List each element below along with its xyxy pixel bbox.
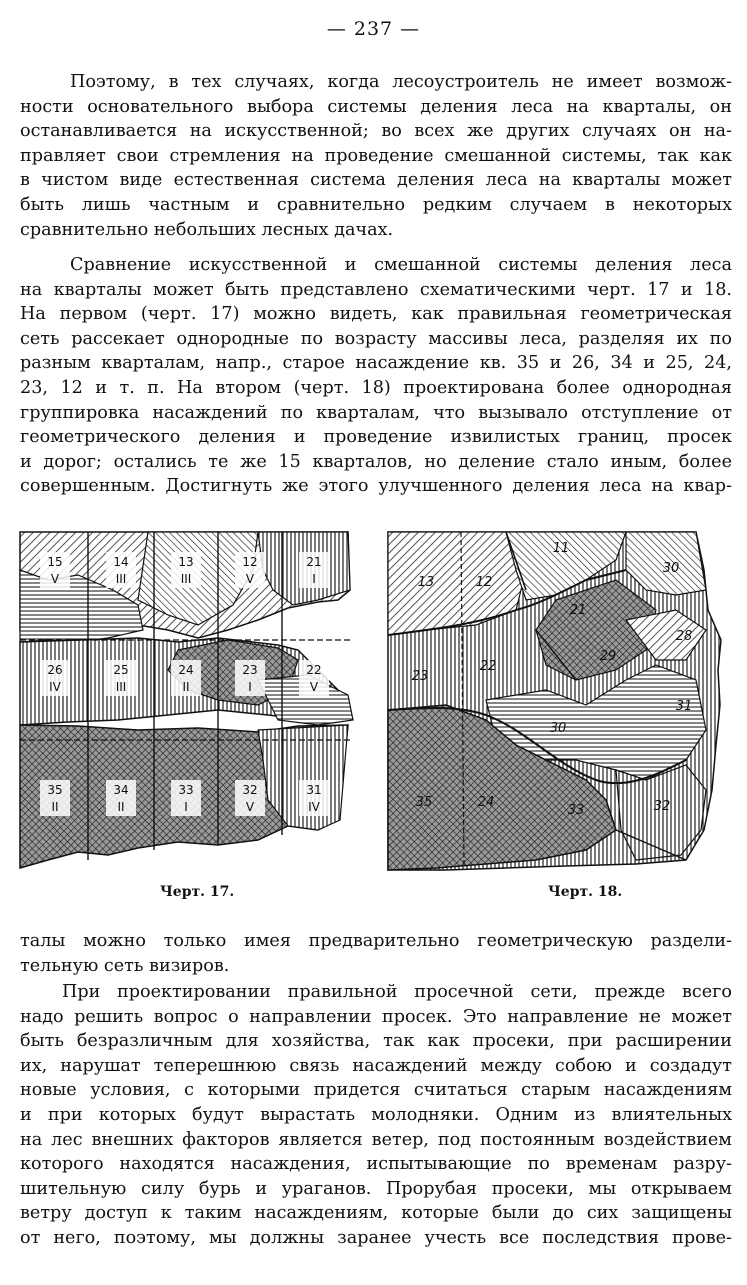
text-line: которого находятся насаждения, испытывающие по временам разру-	[20, 1154, 732, 1175]
svg-text:31: 31	[306, 783, 322, 797]
svg-text:I: I	[312, 572, 316, 586]
text-line: надо решить вопрос о направлении просек. Это направление не может	[20, 1006, 732, 1027]
quarter-label	[40, 552, 70, 588]
text-line: быть лишь частным и сравнительно редким случаем в некоторых	[20, 194, 732, 215]
text-line: и при которых будут вырастать молодняки. Одним из влиятельных	[20, 1104, 732, 1125]
figure-17-map	[18, 530, 364, 872]
text-line: Сравнение искусственной и смешанной системы деления леса	[70, 255, 732, 275]
quarter-label	[106, 552, 136, 588]
quarter-label: 31	[675, 699, 693, 714]
text-line: разным кварталам, напр., старое насаждение кв. 35 и 26, 34 и 25, 24,	[20, 353, 732, 374]
svg-text:II: II	[51, 800, 59, 814]
svg-text:24: 24	[178, 663, 194, 677]
figure-18-caption: Черт. 18.	[548, 884, 623, 900]
text-line: ности основательного выбора системы деления леса на кварталы, он	[20, 96, 732, 117]
paragraph-3	[20, 929, 732, 978]
svg-text:25: 25	[113, 663, 129, 677]
quarter-label: 35	[415, 795, 433, 810]
quarter-label: 33	[567, 803, 585, 818]
quarter-label: 22	[479, 659, 497, 674]
svg-text:13: 13	[178, 555, 194, 569]
svg-text:I: I	[184, 800, 188, 814]
text-line: При проектировании правильной просечной сети, прежде всего	[62, 982, 732, 1002]
quarter-label: 30	[662, 561, 680, 576]
svg-text:33: 33	[178, 783, 194, 797]
svg-text:I: I	[248, 680, 252, 694]
text-line: тельную сеть визиров.	[20, 955, 230, 976]
svg-text:V: V	[245, 800, 255, 814]
svg-text:II: II	[182, 680, 190, 694]
svg-text:V: V	[245, 572, 255, 586]
quarter-label: 30	[549, 721, 567, 736]
text-line: совершенным. Достигнуть же этого улучшенного деления леса на квар-	[20, 476, 732, 497]
text-line: в чистом виде естественная система деления леса на кварталы может	[20, 170, 732, 191]
text-line: ветру доступ к таким насаждениям, которые были до сих защищены	[20, 1203, 732, 1224]
text-line: и дорог; остались те же 15 кварталов, но деление стало иным, более	[20, 451, 732, 472]
quarter-label	[171, 552, 201, 588]
quarter-label	[235, 552, 265, 588]
svg-text:II: II	[117, 800, 125, 814]
svg-text:V: V	[50, 572, 60, 586]
text-line: правляет свои стремления на проведение смешанной системы, так как	[20, 145, 732, 166]
svg-text:III: III	[115, 572, 127, 586]
quarter-label: 32	[653, 799, 671, 814]
text-line: На первом (черт. 17) можно видеть, как правильная геометрическая	[20, 304, 732, 325]
quarter-label: 29	[599, 649, 617, 664]
svg-text:IV: IV	[49, 680, 61, 694]
text-line: на лес внешних факторов является ветер, под постоянным воздействием	[20, 1129, 732, 1150]
text-line: быть безразличным для хозяйства, так как просеки, при расширении	[20, 1031, 732, 1052]
svg-text:III: III	[115, 680, 127, 694]
quarter-label	[40, 780, 70, 816]
svg-text:35: 35	[47, 783, 63, 797]
quarter-label	[171, 660, 201, 696]
text-line: сеть рассекает однородные по возрасту массивы леса, разделяя их по	[20, 328, 732, 349]
svg-text:III: III	[180, 572, 192, 586]
paragraph-2	[20, 253, 732, 499]
quarter-label: 11	[552, 541, 570, 556]
quarter-label: 24	[477, 795, 495, 810]
quarter-label	[40, 660, 70, 696]
quarter-label	[299, 660, 329, 696]
paragraph-4	[20, 980, 732, 1251]
quarter-label: 13	[417, 575, 435, 590]
svg-text:21: 21	[306, 555, 322, 569]
figure-17-caption: Черт. 17.	[160, 884, 235, 900]
text-line: их, нарушат теперешнюю связь насаждений между собою и создадут	[20, 1055, 732, 1076]
quarter-label	[235, 660, 265, 696]
paragraph-1	[20, 70, 732, 242]
svg-text:V: V	[309, 680, 319, 694]
svg-text:32: 32	[242, 783, 258, 797]
svg-text:14: 14	[113, 555, 129, 569]
svg-text:15: 15	[47, 555, 63, 569]
svg-text:34: 34	[113, 783, 129, 797]
quarter-label	[299, 552, 329, 588]
text-line: геометрического деления и проведение извилистых границ, просек	[20, 427, 732, 448]
text-line: 23, 12 и т. п. На втором (черт. 18) проектирована более однородная	[20, 377, 732, 398]
quarter-label: 23	[411, 669, 429, 684]
svg-text:23: 23	[242, 663, 258, 677]
text-line: шительную силу бурь и ураганов. Прорубая просеки, мы открываем	[20, 1178, 732, 1199]
svg-text:22: 22	[306, 663, 322, 677]
page-number: — 237 —	[326, 18, 421, 40]
text-line: от него, поэтому, мы должны заранее учесть все последствия прове-	[20, 1227, 732, 1248]
quarter-label	[171, 780, 201, 816]
quarter-label	[106, 780, 136, 816]
quarter-label: 21	[569, 603, 587, 618]
svg-text:12: 12	[242, 555, 258, 569]
quarter-label	[299, 780, 329, 816]
quarter-label: 12	[475, 575, 493, 590]
svg-text:IV: IV	[308, 800, 320, 814]
text-line: останавливается на искусственной; во всех же других случаях он на-	[20, 121, 732, 142]
figure-18-map	[386, 530, 724, 872]
quarter-label: 28	[675, 629, 693, 644]
svg-text:26: 26	[47, 663, 63, 677]
text-line: новые условия, с которыми придется считаться старым насаждениям	[20, 1080, 732, 1101]
text-line: сравнительно небольших лесных дачах.	[20, 219, 394, 240]
text-line: на кварталы может быть представлено схематическими черт. 17 и 18.	[20, 279, 732, 300]
quarter-label	[235, 780, 265, 816]
text-line: талы можно только имея предварительно геометрическую раздели-	[20, 931, 732, 951]
quarter-label	[106, 660, 136, 696]
text-line: Поэтому, в тех случаях, когда лесоустроитель не имеет возмож-	[70, 72, 732, 92]
text-line: группировка насаждений по кварталам, что вызывало отступление от	[20, 402, 732, 423]
